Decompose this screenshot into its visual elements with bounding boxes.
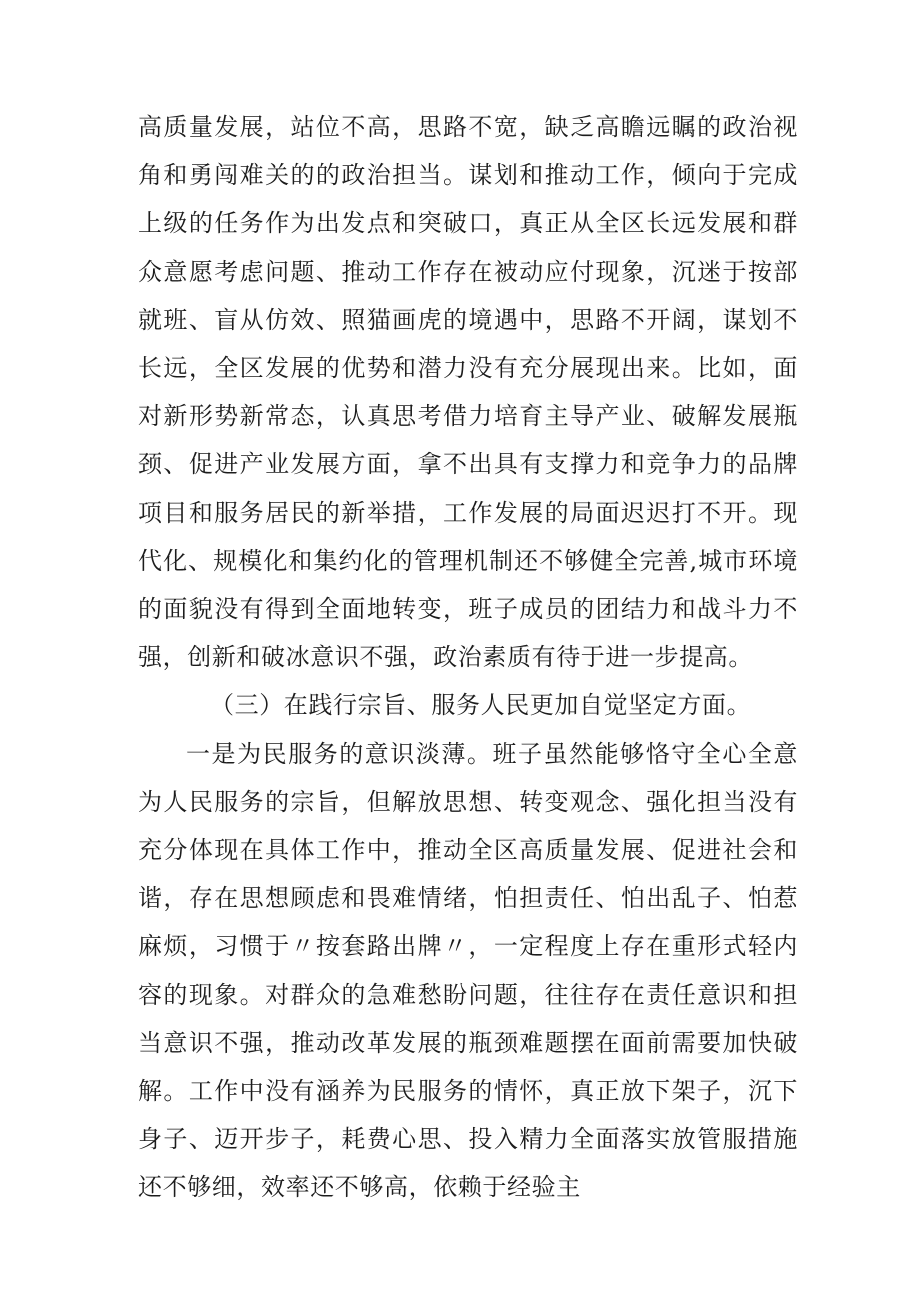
paragraph-indented: 一是为民服务的意识淡薄。班子虽然能够恪守全心全意为人民服务的宗旨，但解放思想、转变观念、强化担当没有充分体现在具体工作中，推动全区高质量发展、促进社会和谐，存在思想顾虑和畏难情绪，怕担责任、怕出乱子、怕惹麻烦，习惯于〃按套路出牌〃，一定程度上存在重形式轻内容的现象。对群众的急难愁盼问题，往往存在责任意识和担当意识不强，推动改革发展的瓶颈难题摆在面前需要加快破解。工作中没有涵养为民服务的情怀，真正放下架子，沉下身子、迈开步子，耗费心思、投入精力全面落实放管服措施还不够细，效率还不够高，依赖于经验主 <box>138 739 798 1202</box>
paragraph-continuation: 高质量发展，站位不高，思路不宽，缺乏高瞻远瞩的政治视角和勇闯难关的的政治担当。谋划和推动工作，倾向于完成上级的任务作为出发点和突破口，真正从全区长远发展和群众意愿考虑问题、推动工作存在被动应付现象，沉迷于按部就班、盲从仿效、照猫画虎的境遇中，思路不开阔，谋划不长远，全区发展的优势和潜力没有充分展现出来。比如，面对新形势新常态，认真思考借力培育主导产业、破解发展瓶颈、促进产业发展方面，拿不出具有支撑力和竞争力的品牌项目和服务居民的新举措，工作发展的局面迟迟打不开。现代化、规模化和集约化的管理机制还不够健全完善,城市环境的面貌没有得到全面地转变，班子成员的团结力和战斗力不强，创新和破冰意识不强，政治素质有待于进一步提高。 <box>138 113 798 672</box>
section-heading: （三）在践行宗旨、服务人民更加自觉坚定方面。 <box>210 691 752 720</box>
document-body <box>138 103 798 1212</box>
